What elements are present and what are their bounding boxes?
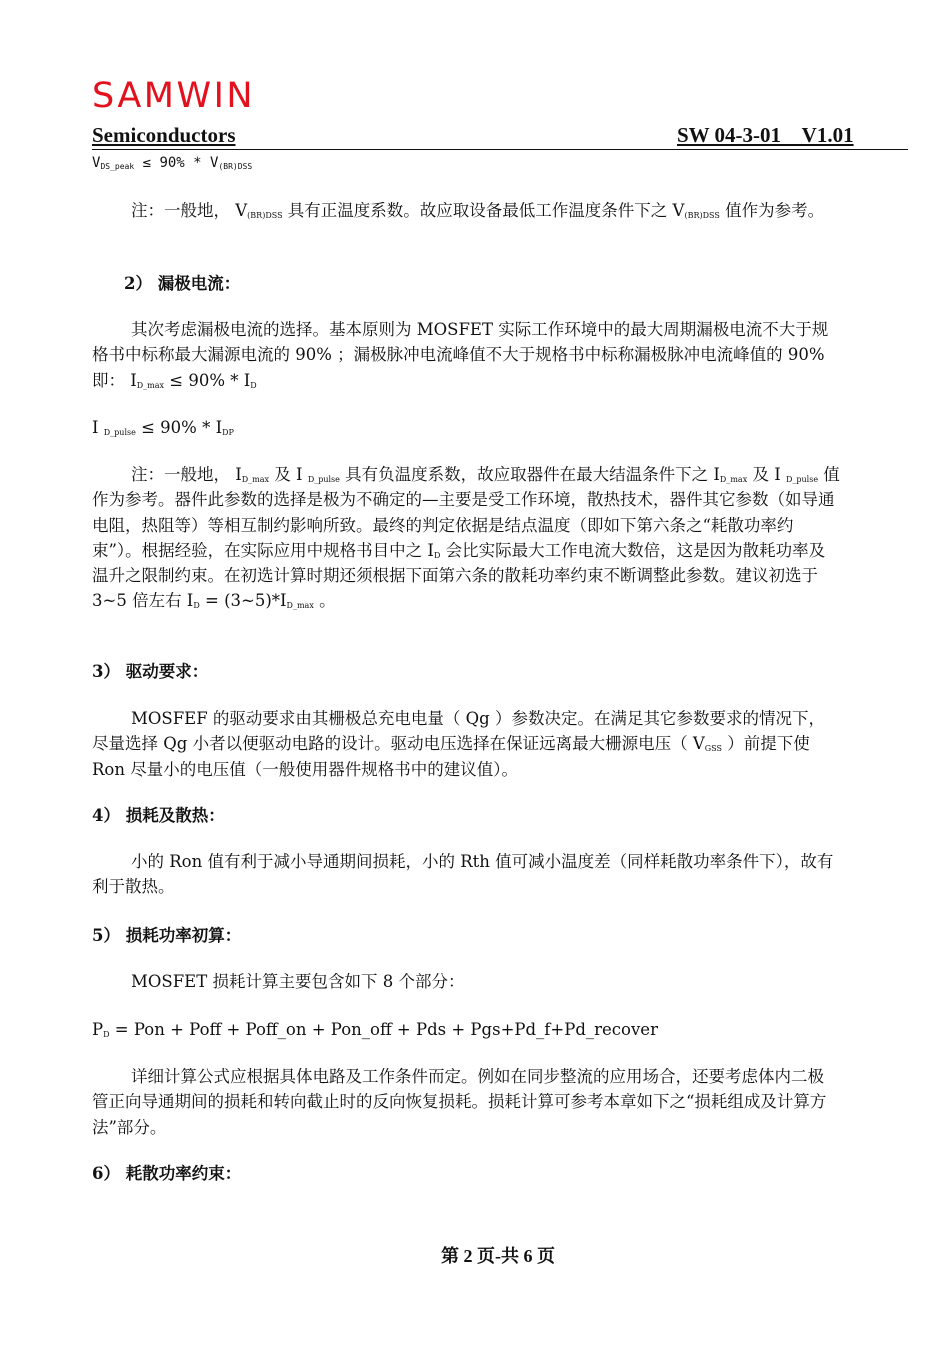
section-5-title: 5） 损耗功率初算： <box>92 926 242 945</box>
formula-idpulse: I $_{D\_pulse} \le 90\% * I_{DP}$ <box>92 418 234 437</box>
note-vbrdss: 注：一般地， $V_{(BR)DSS}$ 具有正温度系数。故应取设备最低工作温度条件下之 $V_{(BR)DSS}$ 值作为参考。 <box>131 201 825 220</box>
section-5-detail: 详细计算公式应根据具体电路及工作条件而定。例如在同步整流的应用场合，还要考虑体内二极管正向导通期间的损耗和转向截止时的反向恢复损耗。损耗计算可参考本章如下之“损耗组成及计算方法”部分。 <box>92 1067 827 1137</box>
header-rule <box>92 149 908 150</box>
section-3-title: 3） 驱动要求： <box>92 662 209 681</box>
section-4-body: 小的 Ron 值有利于减小导通期间损耗，小的 Rth 值可减小温度差（同样耗散功率条件下），故有利于散热。 <box>92 852 834 897</box>
page-footer: 第 2 页-共 6 页 <box>441 1246 555 1266</box>
formula-vds: $V_{DS\_peak} \le 90\% * V_{(BR)DSS}$ <box>92 155 253 171</box>
section-4-title: 4） 损耗及散热： <box>92 806 225 825</box>
section-6-title: 6） 耗散功率约束： <box>92 1164 242 1183</box>
header-doc-id: SW 04-3-01 V1.01 <box>677 123 854 147</box>
formula-pd: $P_D$ = Pon + Poff + Poff_on + Pon_off + Pds + Pgs+Pd_f+Pd_recover <box>92 1020 658 1039</box>
section-2-title: 2） 漏极电流： <box>124 274 241 293</box>
section-5-body: MOSFET 损耗计算主要包含如下 8 个部分： <box>131 972 465 991</box>
section-2-body: 其次考虑漏极电流的选择。基本原则为 MOSFET 实际工作环境中的最大周期漏极电流不大于规格书中标称最大漏源电流的 90% ；漏极脉冲电流峰值不大于规格书中标称漏极脉冲电流峰值的 90% 即： $I_{D\_max} \le 90\% * I_D$ <box>92 320 829 390</box>
header-company: Semiconductors <box>92 123 236 147</box>
company-logo: SAMWIN <box>92 76 256 116</box>
section-3-body: MOSFEF 的驱动要求由其栅极总充电电量（ Qg ）参数决定。在满足其它参数要求的情况下，尽量选择 Qg 小者以便驱动电路的设计。驱动电压选择在保证远离最大栅源电压（ $V_{GSS}$ ）前提下使 Ron 尽量小的电压值（一般使用器件规格书中的建议值）。 <box>92 709 825 779</box>
note-id: 注：一般地， $I_{D\_max}$ 及 I $_{D\_pulse}$ 具有负温度系数，故应取器件在最大结温条件下之 $I_{D\_max}$ 及 I $_{D\_pulse}$ 值作为参考。器件此参数的选择是极为不确定的—主要是受工作环境，散热技术，器件其它参数（如导通电阻，热阻等）等相互制约影响所致。最终的判定依据是结点温度（即如下第六条之“耗散功率约束”）。根据经验，在实际应用中规格书目中之 $I_D$ 会比实际最大工作电流大数倍，这是因为散耗功率及温升之限制约束。在初选计算时期还须根据下面第六条的散耗功率约束不断调整此参数。建议初选于 3~5 倍左右 $I_D$ = $(3\sim 5)*I_{D\_max}$ 。 <box>92 465 840 611</box>
